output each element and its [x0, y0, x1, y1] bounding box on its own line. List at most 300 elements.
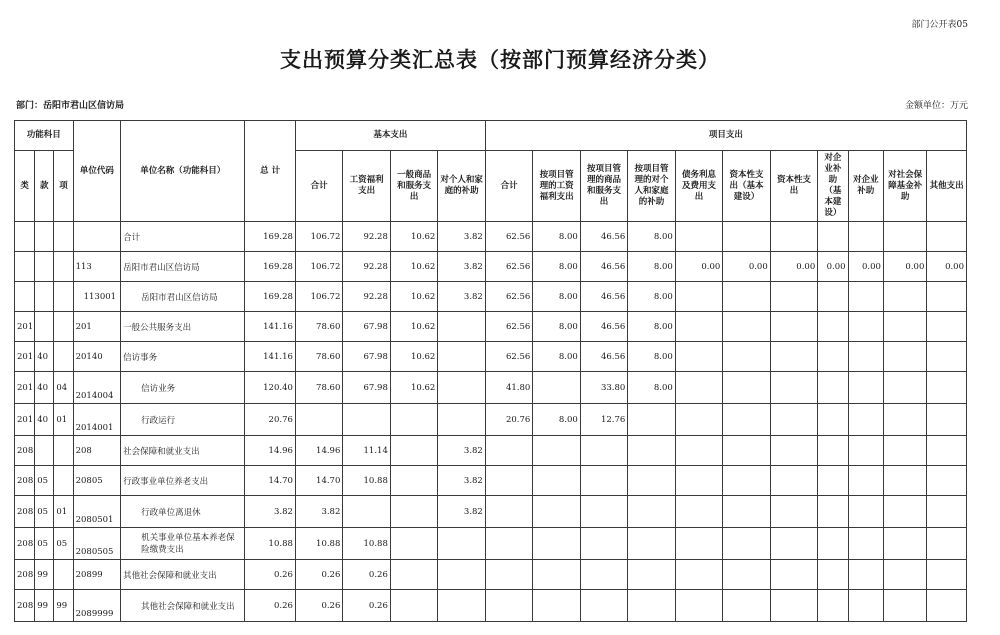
- xiang-cell: [54, 466, 73, 496]
- project-personal-cell: 8.00: [628, 372, 675, 404]
- unit-code-cell: 20805: [73, 466, 120, 496]
- func-subject-header: 功能科目: [15, 121, 74, 151]
- project-capital-cell: [770, 222, 817, 252]
- project-enterprise-construction-cell: [818, 560, 848, 590]
- xiang-cell: [54, 436, 73, 466]
- xiang-cell: 04: [54, 372, 73, 404]
- xiang-cell: [54, 252, 73, 282]
- table-row: [15, 404, 967, 436]
- basic-wage-cell: [343, 404, 390, 436]
- project-other-cell: [927, 496, 967, 528]
- project-total-cell: [485, 560, 532, 590]
- basic-personal-cell: [438, 372, 486, 404]
- project-capital-construction-cell: [723, 496, 770, 528]
- basic-personal-cell: [438, 528, 486, 560]
- project-capital-construction-header: 资本性支出（基本建设）: [723, 151, 770, 222]
- unit-code-cell: 2014004: [73, 372, 120, 404]
- project-enterprise-cell: [848, 312, 883, 342]
- unit-name-cell: 行政事业单位养老支出: [121, 466, 245, 496]
- xiang-cell: [54, 312, 73, 342]
- unit-name-cell: 其他社会保障和就业支出: [121, 590, 245, 622]
- project-personal-cell: 8.00: [628, 252, 675, 282]
- project-wage-cell: [533, 560, 580, 590]
- kuan-cell: [35, 252, 54, 282]
- basic-personal-header: 对个人和家庭的补助: [438, 151, 486, 222]
- project-capital-construction-cell: [723, 312, 770, 342]
- project-capital-construction-cell: [723, 528, 770, 560]
- project-debt-cell: [675, 590, 722, 622]
- project-capital-cell: [770, 466, 817, 496]
- project-wage-cell: [533, 372, 580, 404]
- table-row: [15, 222, 967, 252]
- project-debt-cell: [675, 372, 722, 404]
- project-goods-cell: 46.56: [580, 312, 627, 342]
- project-enterprise-construction-cell: [818, 404, 848, 436]
- table-row: [15, 282, 967, 312]
- page-title: 支出预算分类汇总表（按部门预算经济分类）: [280, 48, 720, 72]
- project-personal-cell: 8.00: [628, 282, 675, 312]
- project-personal-cell: 8.00: [628, 312, 675, 342]
- table-row: [15, 466, 967, 496]
- basic-wage-header: 工资福利支出: [343, 151, 390, 222]
- basic-total-cell: 3.82: [295, 496, 342, 528]
- project-social-fund-cell: [883, 342, 926, 372]
- project-total-cell: 62.56: [485, 282, 532, 312]
- table-row: [15, 372, 967, 404]
- project-social-fund-cell: [883, 404, 926, 436]
- project-wage-cell: 8.00: [533, 404, 580, 436]
- project-total-cell: [485, 466, 532, 496]
- basic-wage-cell: 10.88: [343, 528, 390, 560]
- table-code: 部门公开表05: [911, 20, 968, 30]
- basic-wage-cell: 10.88: [343, 466, 390, 496]
- project-debt-cell: 0.00: [675, 252, 722, 282]
- project-enterprise-construction-cell: [818, 342, 848, 372]
- basic-personal-cell: 3.82: [438, 466, 486, 496]
- project-capital-cell: [770, 282, 817, 312]
- basic-expense-header: 基本支出: [295, 121, 485, 151]
- table-row: [15, 342, 967, 372]
- project-debt-cell: [675, 528, 722, 560]
- basic-wage-cell: 0.26: [343, 560, 390, 590]
- basic-personal-cell: 3.82: [438, 252, 486, 282]
- project-capital-header: 资本性支出: [770, 151, 817, 222]
- project-capital-construction-cell: [723, 590, 770, 622]
- total-cell: 169.28: [245, 222, 296, 252]
- project-other-cell: [927, 560, 967, 590]
- project-enterprise-cell: [848, 282, 883, 312]
- total-cell: 141.16: [245, 342, 296, 372]
- lei-cell: [15, 282, 35, 312]
- project-social-fund-cell: 0.00: [883, 252, 926, 282]
- project-enterprise-construction-header: 对企业补助（基本建设）: [818, 151, 848, 222]
- xiang-cell: [54, 282, 73, 312]
- project-other-cell: [927, 312, 967, 342]
- kuan-cell: [35, 222, 54, 252]
- project-social-fund-cell: [883, 222, 926, 252]
- project-other-cell: [927, 528, 967, 560]
- project-goods-header: 按项目管理的商品和服务支出: [580, 151, 627, 222]
- basic-goods-header: 一般商品和服务支出: [390, 151, 437, 222]
- project-social-fund-cell: [883, 436, 926, 466]
- project-capital-construction-cell: 0.00: [723, 252, 770, 282]
- basic-goods-cell: [390, 466, 437, 496]
- unit-name-header: 单位名称（功能科目）: [121, 121, 245, 222]
- total-cell: 0.26: [245, 590, 296, 622]
- project-wage-cell: [533, 496, 580, 528]
- basic-wage-cell: 92.28: [343, 222, 390, 252]
- project-capital-cell: [770, 528, 817, 560]
- unit-name-cell: 信访事务: [121, 342, 245, 372]
- basic-personal-cell: 3.82: [438, 222, 486, 252]
- basic-wage-cell: 92.28: [343, 252, 390, 282]
- amount-unit-label: 金额单位：万元: [904, 101, 968, 111]
- project-capital-construction-cell: [723, 560, 770, 590]
- project-other-cell: 0.00: [927, 252, 967, 282]
- basic-personal-cell: [438, 404, 486, 436]
- total-cell: 169.28: [245, 252, 296, 282]
- project-other-cell: [927, 342, 967, 372]
- unit-name-cell: 合计: [121, 222, 245, 252]
- project-wage-header: 按项目管理的工资福利支出: [533, 151, 580, 222]
- unit-code-cell: 20899: [73, 560, 120, 590]
- lei-cell: 208: [15, 590, 35, 622]
- project-enterprise-cell: [848, 496, 883, 528]
- project-debt-cell: [675, 496, 722, 528]
- total-cell: 20.76: [245, 404, 296, 436]
- basic-total-cell: 10.88: [295, 528, 342, 560]
- basic-wage-cell: 67.98: [343, 312, 390, 342]
- project-other-header: 其他支出: [927, 151, 967, 222]
- project-goods-cell: [580, 496, 627, 528]
- project-debt-cell: [675, 560, 722, 590]
- basic-goods-cell: 10.62: [390, 222, 437, 252]
- project-goods-cell: 12.76: [580, 404, 627, 436]
- budget-table: [14, 120, 967, 622]
- project-capital-cell: [770, 590, 817, 622]
- basic-total-cell: 78.60: [295, 372, 342, 404]
- kuan-cell: 05: [35, 466, 54, 496]
- basic-personal-cell: [438, 590, 486, 622]
- project-capital-cell: [770, 342, 817, 372]
- project-debt-cell: [675, 222, 722, 252]
- project-debt-cell: [675, 436, 722, 466]
- project-social-fund-cell: [883, 372, 926, 404]
- project-other-cell: [927, 282, 967, 312]
- project-other-cell: [927, 222, 967, 252]
- table-header: [15, 121, 967, 222]
- unit-name-cell: 岳阳市君山区信访局: [121, 282, 245, 312]
- project-wage-cell: [533, 528, 580, 560]
- basic-personal-cell: 3.82: [438, 496, 486, 528]
- project-wage-cell: [533, 436, 580, 466]
- project-capital-cell: [770, 560, 817, 590]
- basic-total-cell: 14.96: [295, 436, 342, 466]
- basic-goods-cell: [390, 436, 437, 466]
- unit-code-cell: 2080501: [73, 496, 120, 528]
- project-capital-cell: [770, 312, 817, 342]
- project-enterprise-construction-cell: [818, 590, 848, 622]
- project-social-fund-cell: [883, 466, 926, 496]
- project-goods-cell: 46.56: [580, 222, 627, 252]
- project-total-cell: [485, 528, 532, 560]
- lei-cell: 201: [15, 312, 35, 342]
- unit-code-cell: 2080505: [73, 528, 120, 560]
- table-row: [15, 590, 967, 622]
- basic-goods-cell: [390, 590, 437, 622]
- kuan-cell: 05: [35, 528, 54, 560]
- project-personal-header: 按项目管理的对个人和家庭的补助: [628, 151, 675, 222]
- project-other-cell: [927, 404, 967, 436]
- unit-name-cell: 信访业务: [121, 372, 245, 404]
- xiang-header: 项: [54, 151, 73, 222]
- table-row: [15, 528, 967, 560]
- basic-wage-cell: 67.98: [343, 342, 390, 372]
- kuan-cell: 99: [35, 590, 54, 622]
- project-enterprise-cell: [848, 372, 883, 404]
- basic-total-cell: 0.26: [295, 590, 342, 622]
- total-cell: 10.88: [245, 528, 296, 560]
- project-other-cell: [927, 466, 967, 496]
- xiang-cell: [54, 222, 73, 252]
- lei-cell: 208: [15, 560, 35, 590]
- kuan-cell: [35, 282, 54, 312]
- xiang-cell: 01: [54, 496, 73, 528]
- basic-goods-cell: [390, 560, 437, 590]
- project-enterprise-construction-cell: [818, 312, 848, 342]
- basic-total-cell: 106.72: [295, 252, 342, 282]
- basic-total-cell: 78.60: [295, 312, 342, 342]
- kuan-cell: 40: [35, 372, 54, 404]
- unit-name-cell: 其他社会保障和就业支出: [121, 560, 245, 590]
- basic-goods-cell: [390, 496, 437, 528]
- unit-name-cell: 社会保障和就业支出: [121, 436, 245, 466]
- xiang-cell: [54, 342, 73, 372]
- project-total-cell: 41.80: [485, 372, 532, 404]
- project-capital-construction-cell: [723, 436, 770, 466]
- table-row: [15, 312, 967, 342]
- project-wage-cell: 8.00: [533, 342, 580, 372]
- project-enterprise-construction-cell: [818, 528, 848, 560]
- basic-personal-cell: 3.82: [438, 436, 486, 466]
- project-personal-cell: [628, 466, 675, 496]
- project-wage-cell: 8.00: [533, 252, 580, 282]
- total-cell: 169.28: [245, 282, 296, 312]
- kuan-cell: 99: [35, 560, 54, 590]
- unit-code-cell: 201: [73, 312, 120, 342]
- table-body: [15, 222, 967, 622]
- project-goods-cell: 33.80: [580, 372, 627, 404]
- table-row: [15, 496, 967, 528]
- lei-cell: 201: [15, 342, 35, 372]
- xiang-cell: 01: [54, 404, 73, 436]
- project-wage-cell: [533, 466, 580, 496]
- project-social-fund-cell: [883, 282, 926, 312]
- unit-name-cell: 机关事业单位基本养老保险缴费支出: [121, 528, 245, 560]
- basic-total-cell: 78.60: [295, 342, 342, 372]
- kuan-cell: 40: [35, 404, 54, 436]
- project-total-cell: [485, 436, 532, 466]
- unit-code-cell: 2089999: [73, 590, 120, 622]
- project-social-fund-cell: [883, 312, 926, 342]
- unit-code-cell: 113: [73, 252, 120, 282]
- project-goods-cell: 46.56: [580, 342, 627, 372]
- project-goods-cell: 46.56: [580, 252, 627, 282]
- basic-goods-cell: [390, 528, 437, 560]
- project-enterprise-header: 对企业补助: [848, 151, 883, 222]
- lei-cell: [15, 252, 35, 282]
- project-enterprise-cell: 0.00: [848, 252, 883, 282]
- basic-wage-cell: 92.28: [343, 282, 390, 312]
- project-debt-cell: [675, 404, 722, 436]
- project-social-fund-cell: [883, 496, 926, 528]
- basic-personal-cell: 3.82: [438, 282, 486, 312]
- basic-total-cell: [295, 404, 342, 436]
- project-personal-cell: [628, 496, 675, 528]
- total-cell: 14.96: [245, 436, 296, 466]
- unit-code-cell: 2014001: [73, 404, 120, 436]
- table-row: [15, 436, 967, 466]
- project-personal-cell: [628, 560, 675, 590]
- project-total-cell: [485, 496, 532, 528]
- project-wage-cell: [533, 590, 580, 622]
- unit-code-header: 单位代码: [73, 121, 120, 222]
- project-total-cell: 62.56: [485, 252, 532, 282]
- kuan-cell: [35, 436, 54, 466]
- xiang-cell: 05: [54, 528, 73, 560]
- unit-code-cell: 208: [73, 436, 120, 466]
- basic-personal-cell: [438, 342, 486, 372]
- project-total-cell: 62.56: [485, 222, 532, 252]
- project-enterprise-cell: [848, 528, 883, 560]
- project-debt-header: 债务利息及费用支出: [675, 151, 722, 222]
- kuan-cell: [35, 312, 54, 342]
- lei-cell: 201: [15, 372, 35, 404]
- project-goods-cell: [580, 560, 627, 590]
- project-enterprise-construction-cell: [818, 496, 848, 528]
- project-personal-cell: [628, 436, 675, 466]
- project-debt-cell: [675, 312, 722, 342]
- project-capital-cell: 0.00: [770, 252, 817, 282]
- basic-personal-cell: [438, 560, 486, 590]
- project-enterprise-cell: [848, 590, 883, 622]
- basic-goods-cell: 10.62: [390, 282, 437, 312]
- department-label: 部门：岳阳市君山区信访局: [16, 101, 125, 111]
- lei-cell: 208: [15, 496, 35, 528]
- project-capital-construction-cell: [723, 466, 770, 496]
- unit-name-cell: 行政单位离退休: [121, 496, 245, 528]
- unit-name-cell: 行政运行: [121, 404, 245, 436]
- project-enterprise-construction-cell: [818, 222, 848, 252]
- project-enterprise-cell: [848, 466, 883, 496]
- project-enterprise-cell: [848, 222, 883, 252]
- project-personal-cell: [628, 590, 675, 622]
- project-other-cell: [927, 436, 967, 466]
- project-enterprise-construction-cell: 0.00: [818, 252, 848, 282]
- project-capital-construction-cell: [723, 342, 770, 372]
- project-capital-cell: [770, 372, 817, 404]
- unit-code-cell: 20140: [73, 342, 120, 372]
- project-other-cell: [927, 590, 967, 622]
- total-cell: 0.26: [245, 560, 296, 590]
- project-debt-cell: [675, 342, 722, 372]
- project-social-fund-cell: [883, 528, 926, 560]
- basic-goods-cell: [390, 404, 437, 436]
- project-wage-cell: 8.00: [533, 312, 580, 342]
- project-total-cell: [485, 590, 532, 622]
- unit-code-cell: 113001: [73, 282, 120, 312]
- lei-cell: 201: [15, 404, 35, 436]
- basic-goods-cell: 10.62: [390, 342, 437, 372]
- lei-header: 类: [15, 151, 35, 222]
- project-total-cell: 62.56: [485, 312, 532, 342]
- total-cell: 141.16: [245, 312, 296, 342]
- project-social-fund-cell: [883, 560, 926, 590]
- total-header: 总 计: [245, 121, 296, 222]
- project-capital-cell: [770, 404, 817, 436]
- project-other-cell: [927, 372, 967, 404]
- basic-wage-cell: 0.26: [343, 590, 390, 622]
- unit-code-cell: [73, 222, 120, 252]
- project-social-fund-cell: [883, 590, 926, 622]
- project-social-fund-header: 对社会保障基金补助: [883, 151, 926, 222]
- project-personal-cell: [628, 404, 675, 436]
- project-enterprise-construction-cell: [818, 282, 848, 312]
- total-cell: 120.40: [245, 372, 296, 404]
- basic-total-cell: 14.70: [295, 466, 342, 496]
- basic-total-cell: 106.72: [295, 222, 342, 252]
- project-enterprise-construction-cell: [818, 466, 848, 496]
- project-debt-cell: [675, 282, 722, 312]
- unit-name-cell: 岳阳市君山区信访局: [121, 252, 245, 282]
- basic-total-cell: 106.72: [295, 282, 342, 312]
- basic-goods-cell: 10.62: [390, 372, 437, 404]
- project-goods-cell: [580, 466, 627, 496]
- project-wage-cell: 8.00: [533, 282, 580, 312]
- project-enterprise-cell: [848, 404, 883, 436]
- total-cell: 14.70: [245, 466, 296, 496]
- project-total-cell: 20.76: [485, 404, 532, 436]
- lei-cell: 208: [15, 436, 35, 466]
- project-personal-cell: 8.00: [628, 222, 675, 252]
- project-debt-cell: [675, 466, 722, 496]
- project-enterprise-construction-cell: [818, 436, 848, 466]
- basic-wage-cell: [343, 496, 390, 528]
- table-row: [15, 252, 967, 282]
- basic-personal-cell: [438, 312, 486, 342]
- table-row: [15, 560, 967, 590]
- project-goods-cell: [580, 590, 627, 622]
- basic-wage-cell: 11.14: [343, 436, 390, 466]
- lei-cell: 208: [15, 528, 35, 560]
- project-enterprise-cell: [848, 560, 883, 590]
- project-personal-cell: [628, 528, 675, 560]
- project-enterprise-cell: [848, 436, 883, 466]
- project-total-cell: 62.56: [485, 342, 532, 372]
- basic-total-header: 合计: [295, 151, 342, 222]
- project-capital-cell: [770, 496, 817, 528]
- project-goods-cell: [580, 436, 627, 466]
- project-personal-cell: 8.00: [628, 342, 675, 372]
- kuan-cell: 40: [35, 342, 54, 372]
- total-cell: 3.82: [245, 496, 296, 528]
- project-goods-cell: [580, 528, 627, 560]
- project-enterprise-construction-cell: [818, 372, 848, 404]
- basic-goods-cell: 10.62: [390, 252, 437, 282]
- project-wage-cell: 8.00: [533, 222, 580, 252]
- unit-name-cell: 一般公共服务支出: [121, 312, 245, 342]
- project-capital-construction-cell: [723, 282, 770, 312]
